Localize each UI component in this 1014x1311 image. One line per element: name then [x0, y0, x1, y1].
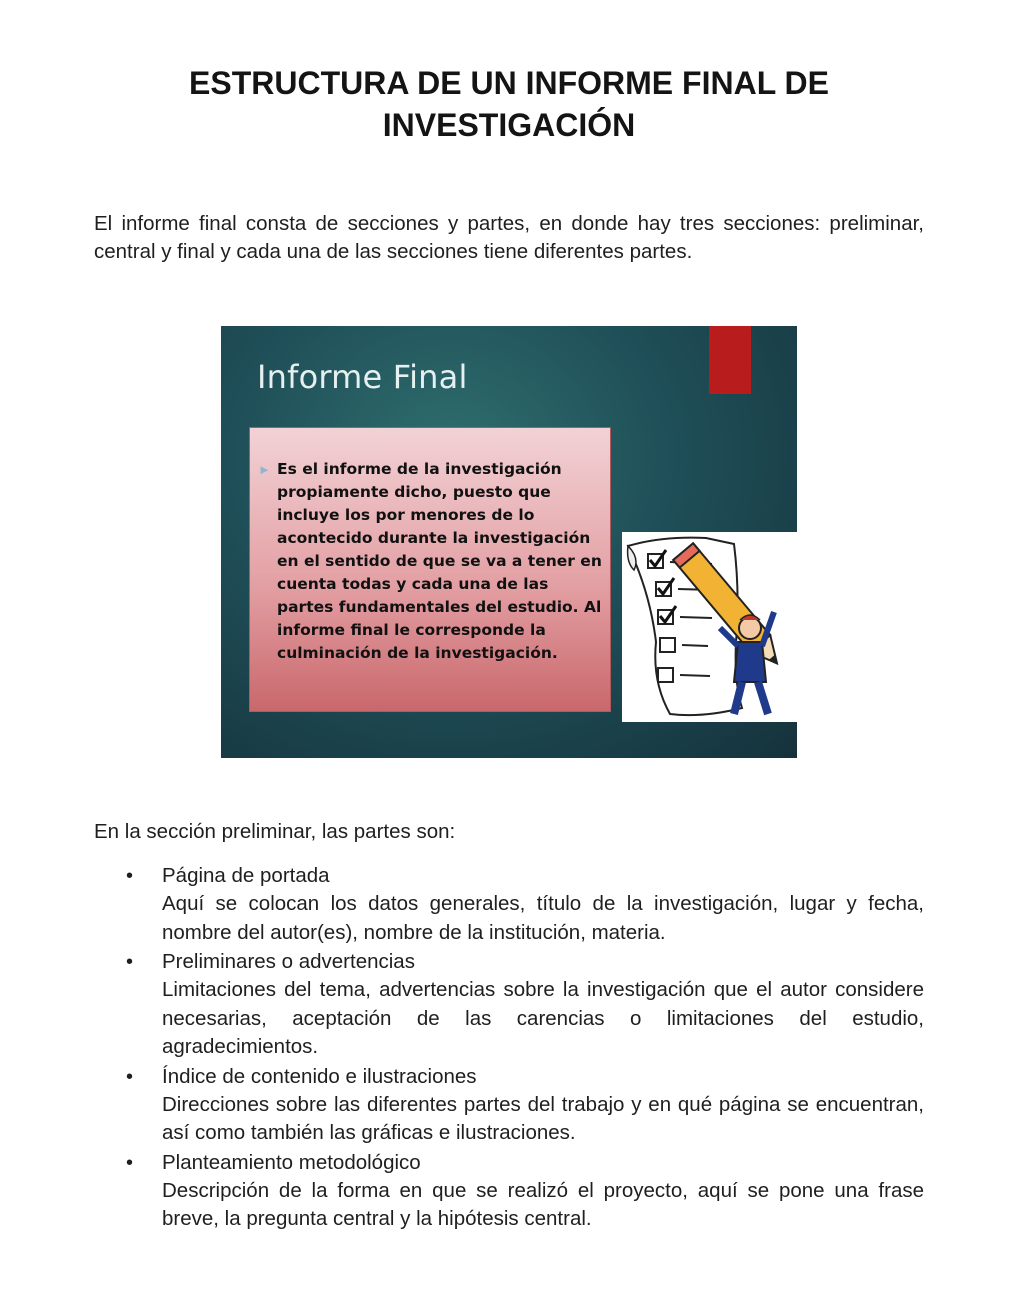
list-item: [94, 1149, 924, 1234]
checklist-pencil-icon: [622, 532, 797, 722]
slide-image: [221, 326, 797, 758]
item-title: Índice de contenido e ilustraciones: [162, 1064, 477, 1088]
document-title: ESTRUCTURA DE UN INFORME FINAL DE INVESTIGACIÓN: [189, 65, 829, 143]
bullet-icon: •: [126, 865, 134, 887]
section-intro: En la sección preliminar, las partes son:: [94, 820, 456, 843]
slide-title: Informe Final: [257, 358, 468, 396]
bullet-icon: •: [126, 1065, 134, 1088]
slide-accent-bar: [709, 326, 751, 394]
bullet-icon: •: [126, 951, 134, 973]
item-description: Limitaciones del tema, advertencias sobre la investigación que el autor considere necesarias, aceptación de las carencias o limitaciones del estudio, agradecimientos.: [162, 978, 924, 1058]
list-item: [94, 1063, 924, 1148]
list-item: [94, 948, 924, 1062]
item-title: Planteamiento metodológico: [162, 1150, 421, 1174]
preliminary-parts-list: [94, 862, 924, 1235]
item-title: Preliminares o advertencias: [162, 950, 415, 973]
list-item: [94, 862, 924, 947]
bullet-icon: •: [126, 1151, 134, 1174]
triangle-bullet-icon: ►: [258, 462, 271, 477]
slide-text-box: [249, 427, 611, 712]
item-description: Direcciones sobre las diferentes partes del trabajo y en qué página se encuentran, así como también las gráficas e ilustraciones.: [162, 1092, 924, 1144]
intro-paragraph: El informe final consta de secciones y partes, en donde hay tres secciones: preliminar, central y final y cada una de las secciones tiene diferentes partes.: [94, 212, 924, 263]
item-title: Página de portada: [162, 864, 330, 887]
slide-body-text: Es el informe de la investigación propiamente dicho, puesto que incluye los por menores de lo acontecido durante la investigación en el sentido de que se va a tener en cuenta todas y cada una de las partes fundamentales del estudio. Al informe final le corresponde la culminación de la investigación.: [277, 460, 602, 662]
item-description: Descripción de la forma en que se realizó el proyecto, aquí se pone una frase breve, la pregunta central y la hipótesis central.: [162, 1178, 924, 1230]
item-description: Aquí se colocan los datos generales, título de la investigación, lugar y fecha, nombre del autor(es), nombre de la institución, materia.: [162, 892, 924, 944]
